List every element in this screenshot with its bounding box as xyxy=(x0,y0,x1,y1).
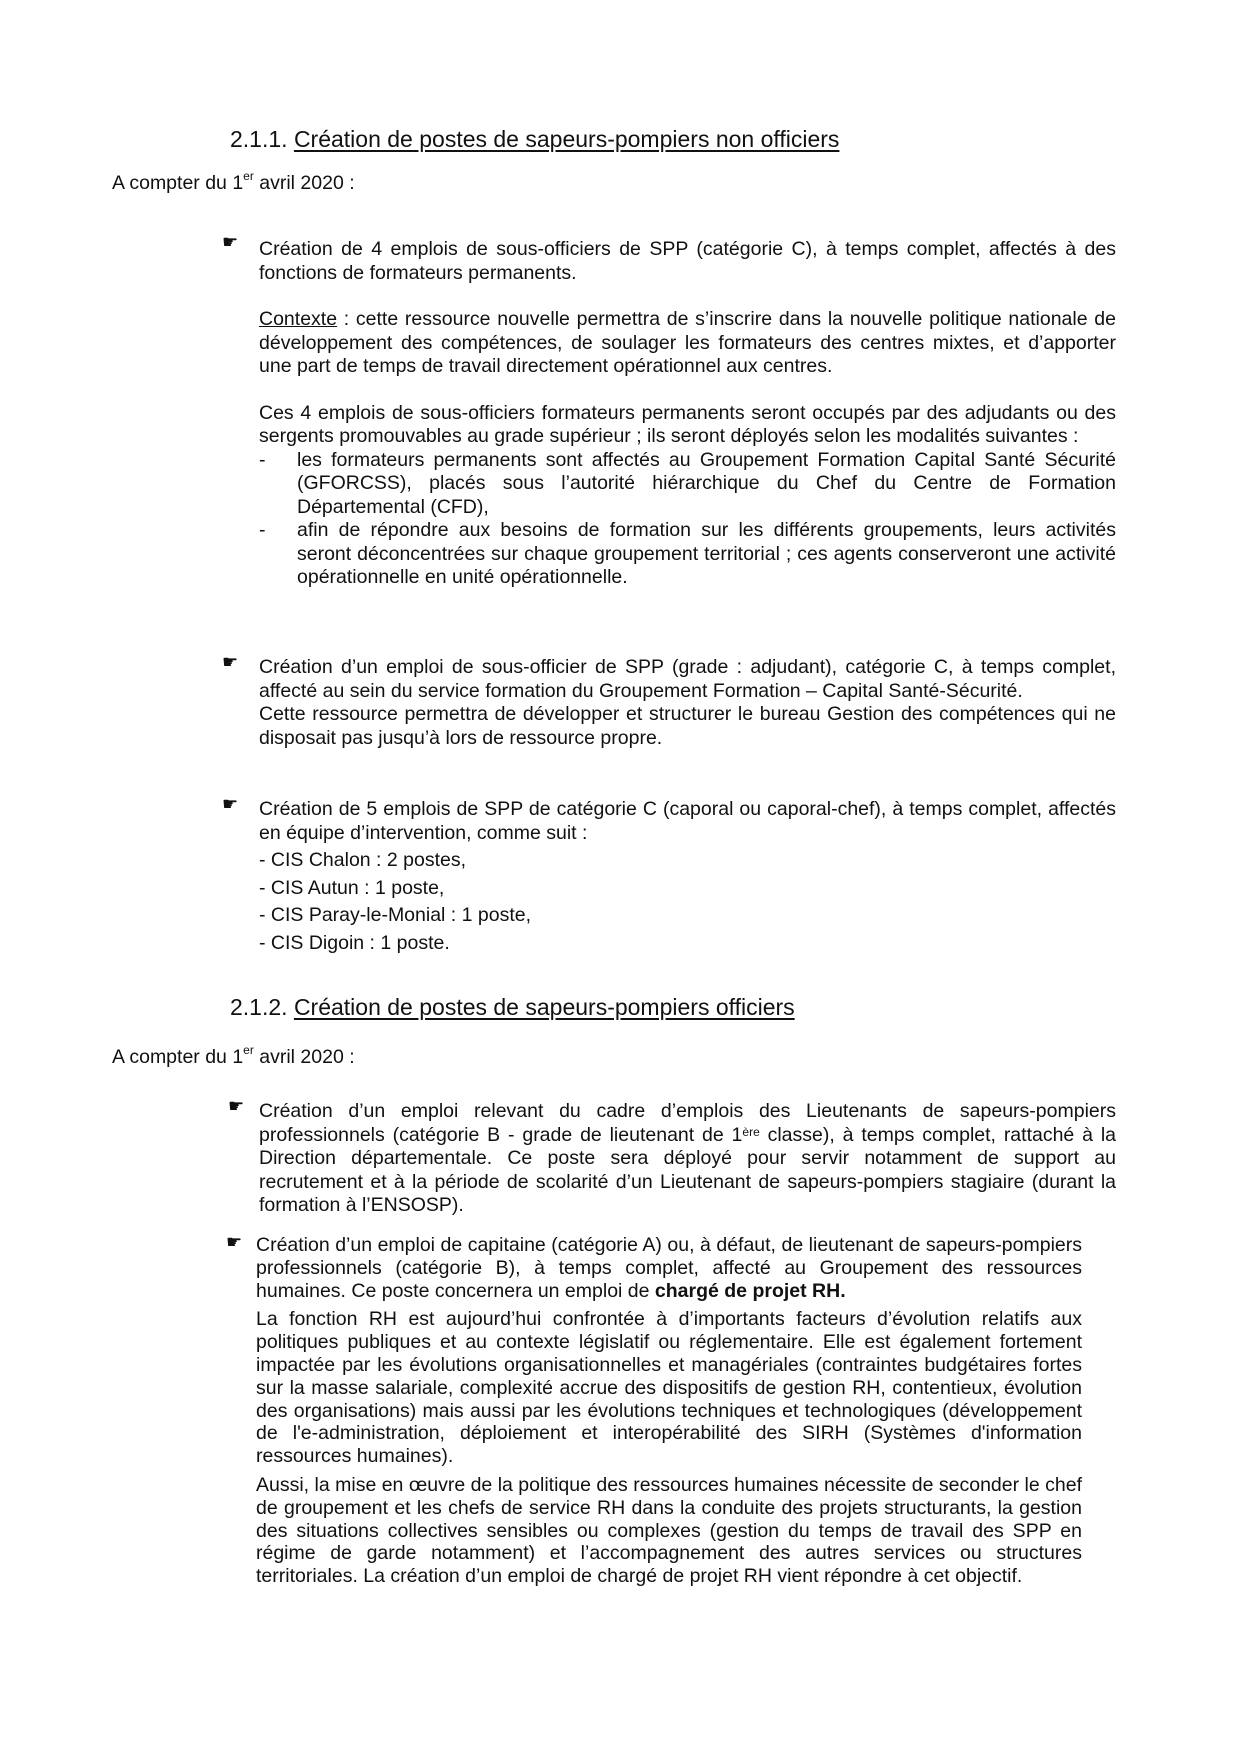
pointing-hand-icon: ☛ xyxy=(222,232,239,252)
dash-list-item: - les formateurs permanents sont affectés au Groupement Formation Capital Santé Sécurité (GFORCSS), placés sous l’autorité hiérarchique du Chef du Centre de Formation Départemental (CFD), xyxy=(259,448,1116,518)
section-intro-1: A compter du 1er avril 2020 : xyxy=(112,169,355,194)
section-intro-2: A compter du 1er avril 2020 : xyxy=(112,1043,355,1068)
bullet-text: Création d’un emploi de capitaine (catégorie A) ou, à défaut, de lieutenant de sapeurs-pompiers professionnels (catégorie B), à temps complet, affecté au Groupement des ressources humaines. Ce poste concernera un emploi de chargé de projet RH. xyxy=(256,1234,1082,1302)
bullet-text: Création d’un emploi relevant du cadre d’emplois des Lieutenants de sapeurs-pompiers professionnels (catégorie B - grade de lieutenant de 1ère classe), à temps complet, rattaché à la Direction départementale. Ce poste sera déployé pour servir notamment de support au recrutement et à la période de scolarité d’un Lieutenant de sapeurs-pompiers stagiaire (durant la formation à l’ENSOSP). xyxy=(259,1100,1116,1216)
context-label: Contexte xyxy=(259,308,338,330)
section-number: 2.1.2. xyxy=(230,994,288,1020)
context-paragraph: Contexte : cette ressource nouvelle permettra de s’inscrire dans la nouvelle politique nationale de développement des compétences, de soulager les formateurs des centres mixtes, et d’apporter une part de temps de travail directement opérationnel aux centres. xyxy=(259,308,1116,377)
list-item: - CIS Autun : 1 poste, xyxy=(259,876,445,899)
pointing-hand-icon: ☛ xyxy=(228,1096,245,1116)
paragraph: La fonction RH est aujourd’hui confrontée à d’importants facteurs d’évolution relatifs aux politiques publiques et au contexte législatif ou réglementaire. Elle est également fortement impactée par les évolutions organisationnelles et managériales (contraintes budgétaires fortes sur la masse salariale, complexité accrue des dispositifs de gestion RH, contentieux, évolution des organisations) mais aussi par les évolutions techniques et technologiques (développement de l'e-administration, déploiement et interopérabilité des SIRH (Systèmes d'information ressources humaines). xyxy=(256,1308,1082,1468)
section-title: Création de postes de sapeurs-pompiers non officiers xyxy=(293,126,840,152)
pointing-hand-icon: ☛ xyxy=(222,652,239,672)
paragraph: Ces 4 emplois de sous-officiers formateurs permanents seront occupés par des adjudants ou des sergents promouvables au grade supérieur ; ils seront déployés selon les modalités suivantes : xyxy=(259,401,1116,447)
pointing-hand-icon: ☛ xyxy=(226,1232,243,1252)
pointing-hand-icon: ☛ xyxy=(222,794,239,814)
list-item: - CIS Paray-le-Monial : 1 poste, xyxy=(259,904,532,926)
bullet-text: Création de 5 emplois de SPP de catégorie C (caporal ou caporal-chef), à temps complet, affectés en équipe d’intervention, comme suit : xyxy=(259,798,1116,844)
section-title: Création de postes de sapeurs-pompiers officiers xyxy=(293,994,795,1020)
bullet-block-2-1 xyxy=(259,1100,1116,1218)
bullet-text: Création d’un emploi de sous-officier de SPP (grade : adjudant), catégorie C, à temps complet, affecté au sein du service formation du Groupement Formation – Capital Santé-Sécurité. xyxy=(259,656,1116,702)
bullet-block-2-2 xyxy=(256,1234,1082,1588)
bullet-block-1-3 xyxy=(259,798,1116,957)
section-number: 2.1.1. xyxy=(230,126,288,152)
section-heading-2 xyxy=(230,994,795,1021)
cis-list xyxy=(259,847,1116,957)
list-item: - CIS Digoin : 1 poste. xyxy=(259,931,450,954)
bullet-block-1-2 xyxy=(259,656,1116,750)
paragraph: Aussi, la mise en œuvre de la politique des ressources humaines nécessite de seconder le chef de groupement et les chefs de service RH dans la conduite des projets structurants, la gestion des situations collectives sensibles ou complexes (gestion du temps de travail des SPP en régime de garde notamment) et l’accompagnement des autres services ou structures territoriales. La création d’un emploi de chargé de projet RH vient répondre à cet objectif. xyxy=(256,1473,1082,1588)
bullet-block-1-1 xyxy=(259,238,1116,590)
section-heading-1 xyxy=(230,126,839,153)
bold-text: chargé de projet RH. xyxy=(654,1279,846,1302)
bullet-text-continued: Cette ressource permettra de développer et structurer le bureau Gestion des compétences qui ne disposait pas jusqu’à lors de ressource propre. xyxy=(259,703,1116,749)
dash-list-item: - afin de répondre aux besoins de formation sur les différents groupements, leurs activités seront déconcentrées sur chaque groupement territorial ; ces agents conserveront une activité opérationnelle en unité opérationnelle. xyxy=(259,519,1116,588)
bullet-text: Création de 4 emplois de sous-officiers de SPP (catégorie C), à temps complet, affectés à des fonctions de formateurs permanents. xyxy=(259,238,1116,284)
list-item: - CIS Chalon : 2 postes, xyxy=(259,849,467,871)
